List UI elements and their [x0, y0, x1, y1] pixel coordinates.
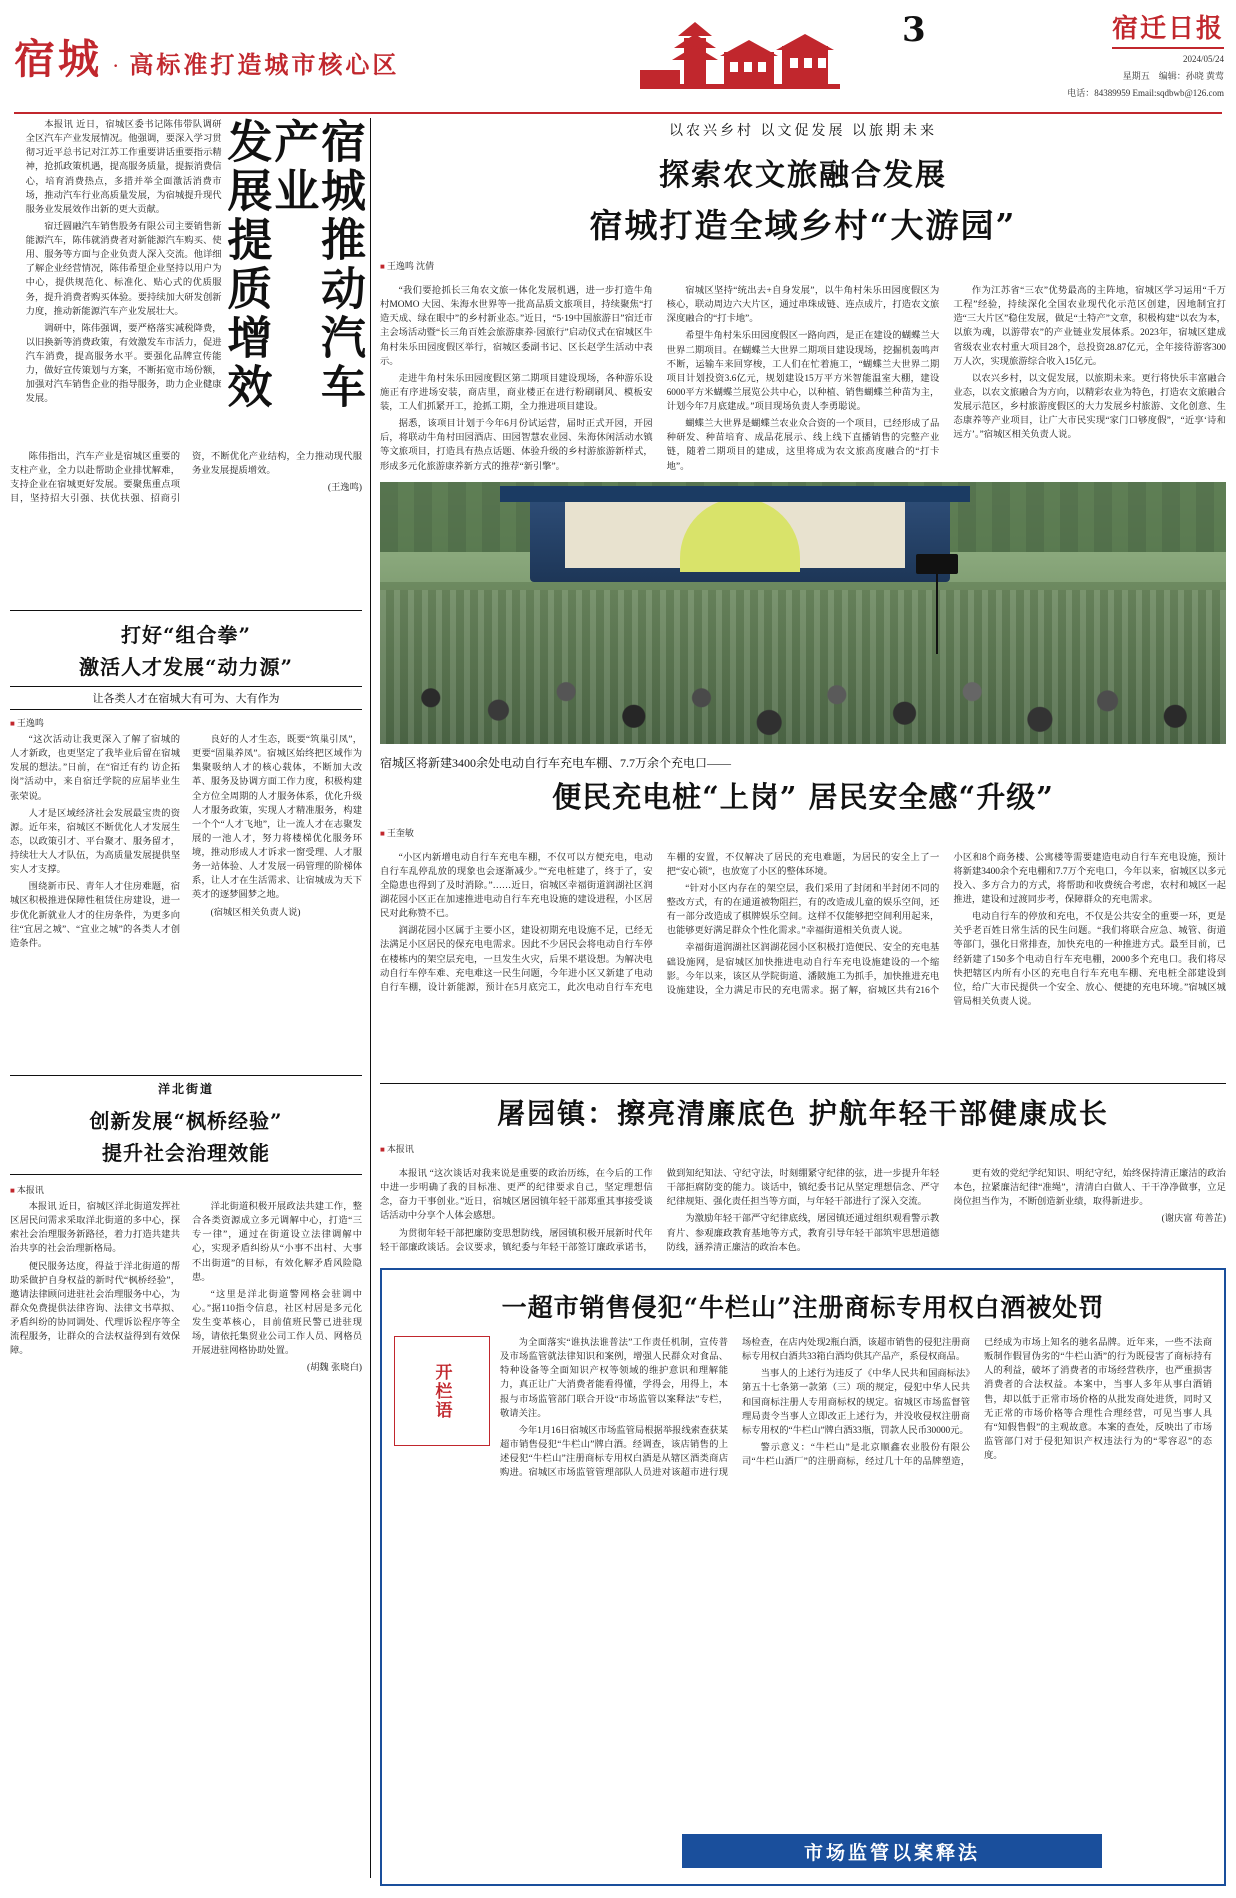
tuyuan-byline: ■ 本报讯: [380, 1142, 1226, 1155]
paragraph: “针对小区内存在的架空层，我们采用了封闭和半封闭不同的整改方式，有的在通道被物阻拦，有的改造成儿童的娱乐空间，还有一部分改造成了棋牌娱乐空间。这样不仅能够把空间利用起来，也能够更好满足群众个性化需求。”幸福街道相关负责人说。: [666, 883, 940, 937]
divider: [10, 610, 362, 611]
photo-crowd: [380, 590, 1226, 744]
yangbei-byline: ■ 本报讯: [10, 1183, 362, 1196]
photo-banner: [500, 486, 970, 502]
main-title: [380, 150, 1226, 247]
main-byline: ■ 王逸鸣 沈倩: [380, 259, 1226, 272]
masthead-rule: [14, 112, 1222, 114]
left-feature-body: [26, 118, 222, 410]
main-title-1: 探索农文旅融合发展: [659, 158, 947, 193]
contact-info: 电话：84389959 Email:sqdbwb@126.com: [1067, 88, 1224, 99]
main-article: [380, 120, 1226, 1009]
paragraph: 以农兴乡村，以文促发展，以旅期未来。更行将快乐丰富融合业态，以农文旅融合为方向，以精彩农业为特色，打造农文旅融合发展示范区，乡村旅游度假区的大力发展乡村旅游、文化创意、生态康养等产业项目，让广大市民实现“家门口够度假”，“近享‘诗和远方’。”宿城区相关负责人说。: [953, 373, 1226, 441]
masthead: [0, 0, 1236, 104]
tuyuan-title: 屠园镇：擦亮清廉底色 护航年轻干部健康成长: [497, 1097, 1109, 1130]
yangbei-article: [10, 1075, 362, 1376]
left-feature-title-1: 宿城推动汽车产业: [266, 118, 366, 412]
paragraph: 调研中，陈伟强调，要严格落实减税降费，以旧换新等消费政策，有效激发车市活力，促进汽车消费，提高服务水平。要强化品牌宣传能力，做好宣传策划与方案，不断拓宽市场份额，加强对汽车销售企业的指导服务，助力企业健康发展。: [25, 323, 222, 405]
paper-weekday-editor: [894, 70, 1224, 83]
paragraph: 为激励年轻干部严守纪律底线，屠园镇还通过组织观看警示教育片、参观廉政教育基地等方式，教育引导年轻干部筑牢思想道德防线，涵养清正廉洁的政治本色。: [666, 1214, 940, 1253]
yangbei-body: [10, 1200, 362, 1376]
boxed-title: 一超市销售侵犯“牛栏山”注册商标专用权白酒被处罚: [501, 1293, 1105, 1322]
paragraph: 人才是区域经济社会发展最宝贵的资源。近年来，宿城区不断优化人才发展生态，以政策引才、平台聚才、服务留才，持续壮大人才队伍，为高质量发展提供坚实人才支撑。: [10, 808, 180, 876]
paragraph: “这次活动让我更深入了解了宿城的人才新政，也更坚定了我毕业后留在宿城发展的想法。”日前，在“宿迁有约 访企拓岗”活动中，来自宿迁学院的应届毕业生张荣说。: [10, 735, 180, 802]
talent-article: [10, 600, 362, 951]
paragraph: 便民服务达度，得益于洋北街道的帮助采做护自身权益的新时代“枫桥经验”，邀请法律顾问进驻社会治理服务中心，为群众免费提供法律咨询、法律文书草拟、矛盾纠纷的协同调处、代理诉讼程序等全流程服务，让群众的合法权益得到有效保障。: [10, 1261, 180, 1357]
tuyuan-body: [380, 1167, 1226, 1255]
talent-title-1: 打好“组合拳”: [120, 623, 251, 647]
column-divider: [370, 118, 371, 1878]
charging-title: 便民充电桩“上岗” 居民安全感“升级”: [552, 779, 1054, 814]
pagoda-art-icon: [640, 18, 840, 96]
section-slogan: 高标准打造城市核心区: [129, 53, 400, 79]
paragraph: 走进牛角村朱乐田园度假区第二期项目建设现场，各种游乐设施正有序进场安装，商店里，商业楼正在进行粉刷刷风、模板安装，工人们抓紧开工，抢抓工期，全力推进项目建设。: [380, 373, 653, 412]
kailan-body: 为全面落实“谁执法谁普法”工作责任机制，宣传普及市场监管就法律知识和案例，增强人民群众对食品、特种设备等全面知识产权等领域的维护意识和理解能力，真正让广大消费者能看得懂，学得会，用得上，本报与市场监管部门联合开设“市场监管以案释法”专栏，敬请关注。: [500, 1338, 728, 1419]
charging-body: [380, 851, 1226, 1009]
paper-logo: 宿迁日报: [1112, 8, 1224, 49]
charging-byline: ■ 王奎敏: [380, 826, 1226, 839]
main-kicker: 以农兴乡村 以文促发展 以旅期未来: [669, 124, 937, 139]
market-supervision-bar: 市场监管以案释法: [682, 1834, 1102, 1868]
paper-date: 2024/05/24: [1182, 54, 1224, 64]
talent-byline: ■ 王逸鸣: [10, 716, 362, 729]
main-body: [380, 284, 1226, 474]
section-title: 宿城: [14, 35, 102, 83]
paragraph: 宿城区坚持“统出去+自身发展”，以牛角村朱乐田园度假区为核心，联动周边六大片区，通过串珠成链、连点成片，打造农文旅深度融合的“打卡地”。: [666, 286, 940, 325]
left-feature-body-cont: [10, 450, 362, 507]
talent-note: 让各类人才在宿城大有可为、大有作为: [10, 686, 362, 710]
paragraph: 蝴蝶兰大世界是蝴蝶兰农业众合资的一个项目，已经形成了品种研发、种苗培育、成品花展示、线上线下直播销售的完整产业链，随着二期项目的建成，这里将成为农文旅高度融合的“打卡地”。: [666, 419, 940, 472]
byline-credit: (谢庆富 苟善芷): [1161, 1214, 1226, 1225]
paragraph: 希望牛角村朱乐田园度假区一路向西，是正在建设的蝴蝶兰大世界二期项目。在蝴蝶兰大世界二期项目建设现场，挖掘机轰鸣声不断，运输车来回穿梭，工人们在忙着施工，“蝴蝶兰大世界二期项目计划投资3.6亿元，规划建设15万平方米智能温室大棚，建设6000平方米蝴蝶兰展览公共中心，以种植、销售蝴蝶兰种苗为主，计划今年7月底建成。”项目现场负责人李勇聪说。: [666, 331, 940, 412]
paragraph: 洋北街道积极开展政法共建工作，整合各类资源成立多元调解中心，打造“三专一律”，通过在街道设立法律调解中心，实现矛盾纠纷从“小事不出村、大事不出街道”的目标，有效化解矛盾风险隐患。: [192, 1202, 362, 1283]
weekday: 星期五: [1122, 71, 1150, 82]
yangbei-title: [10, 1105, 362, 1166]
paragraph: “小区内新增电动自行车充电车棚，不仅可以方便充电，电动自行车乱停乱放的现象也会逐渐减少。”“充电桩建了，终于了，安全隐患也得到了及时消除。”……近日，宿城区幸福街道润湖社区润湖花园小区正在加速推进电动自行车充电设施的建设进程，小区居民对此称赞不已。: [380, 852, 653, 920]
main-title-2: 宿城打造全域乡村“大游园”: [589, 206, 1017, 245]
divider: [380, 1083, 1226, 1084]
byline-credit: (胡魏 张晓白): [306, 1363, 362, 1374]
left-feature-title-2: 发展提质增效: [219, 118, 273, 412]
title-dot: ·: [112, 53, 120, 78]
paragraph: 更有效的党纪学纪知识、明纪守纪，始终保持清正廉洁的政治本色，拉紧廉洁纪律“准绳”，清清白白做人、干干净净做事，立足岗位担当作为，不断创造新业绩，取得新进步。: [953, 1169, 1226, 1208]
tuyuan-article: [380, 1075, 1226, 1255]
left-feature: [10, 118, 366, 507]
byline-credit: (王逸鸣): [327, 483, 362, 494]
paragraph: 陈伟指出，汽车产业是宿城区重要的支柱产业，全力以赴帮助企业排忧解难，支持企业在宿城更好发展。要聚焦重点项目，坚持招大引强、扶优扶强、招商引资，不断优化产业结构，全力推动现代服务业发展提质增效。: [10, 452, 362, 505]
paragraph: 今年1月16日宿城区市场监管局根据举报线索查获某超市销售侵犯“牛栏山”牌白酒。经调查，该店销售的上述侵犯“牛栏山”注册商标专用权白酒是从辖区酒类商店购进。宿城区市场监管管理部队人员进对该超市进行现场检查，在店内处现2瓶白酒，该超市销售的侵犯注册商标专用权白酒共33箱白酒均供其产品产，系侵权商品。: [500, 1338, 970, 1479]
paragraph: 幸福街道润湖社区润湖花园小区积极打造便民、安全的充电基础设施网，是宿城区加快推进电动自行车充电设施建设的一个缩影。今年以来，该区从学院街道、潘陂施工为抓手，加快推进充电设施建设，全力满足市民的充电需求。据了解，宿城区共有216个小区和8个商务楼、公寓楼等需要建造电动自行车充电设施，预计将新建3400余个充电棚和7.7万个充电口，今年以来，宿城区以多元投入、多方合力的方式，将帮助和收费统合考虑，农村和城区一起推进，建设和过渡同步考，保障群众的充电需求。: [666, 852, 1226, 996]
charging-subhead: 宿城区将新建3400余处电动自行车充电车棚、7.7万余个充电口——: [380, 755, 732, 770]
page-number: 3: [902, 10, 926, 50]
paragraph: (宿城区相关负责人说): [210, 907, 301, 918]
paragraph: 据悉，该项目计划于今年6月份试运营，届时正式开园，开园后，将联动牛角村田园酒店、田园智慧农业园、朱海休闲活动水镇等文旅项目，打造具有热点话题、体验升级的乡村游旅游新样式，形成多元化旅游康养新方式的推荐“新引擎”。: [380, 419, 653, 472]
paragraph: 润湖花园小区属于主要小区，建设初期充电设施不足，已经无法满足小区居民的保充电电需求。因此不少居民会将电动自行车停在楼栋内的架空层充电，一旦发生火灾，后果不堪设想。为解决电动自行车停车难、充电难这一民生问题，今年进小区又新建了电动自行车棚，设计新能源，预计在5月底完工，此次电动自行车充电车棚的安置，不仅解决了居民的充电难题，为居民的安全上了一把“安心锁”，也放宽了小区的整体环境。: [380, 852, 940, 993]
masthead-right: [894, 8, 1224, 99]
kailan-label: 开栏语: [431, 1362, 452, 1420]
paragraph: 作为江苏省“三农”优势最高的主阵地，宿城区学习运用“千万工程”经验，持续深化全国农业现代化示范区创建，因地制宜打造“三大片区”稳住发展，做足“土特产”文章，积极构建“以农为本，以旅为魂，以游带农”的产业链业发展体系。2023年，宿城区建成省级农业农村重大项目28个，总投资28.87亿元，全年接待游客300万人次，实现旅游综合收入15亿元。: [953, 286, 1226, 367]
yangbei-title-1: 创新发展“枫桥经验”: [89, 1109, 283, 1133]
paragraph: 警示意义：“牛栏山”是北京顺鑫农业股份有限公司“牛栏山酒厂”的注册商标，经过几十年的品牌塑造，已经成为市场上知名的驰名品牌。近年来，一些不法商贩制作假冒伪劣的“牛栏山酒”的行为既侵害了商标持有人的利益，破坏了消费者的市场经营秩序，也严重损害消费者的合法权益。本案中，当事人多年从事白酒销售，却以低于正常市场价格的从批发商处进货，同时又无正常的市场价格等合理性合理经营，可见当事人具有“知假售假”的主观故意。本案的查处，反映出了市场监管部门对于侵犯知识产权违法行为的“零容忍”的态度。: [742, 1338, 1212, 1467]
paragraph: “这里是洋北街道警网格会驻调中心。”据110指令信息，社区村居是多元化发生变革核心，目前值班民警已进驻现场，请依托集贸业公司工作人员、网格员开展进驻网格协助处置。: [192, 1289, 362, 1357]
event-photo: [380, 482, 1226, 744]
editor: 编辑：孙晓 黄莺: [1158, 71, 1224, 82]
left-feature-head: [10, 118, 366, 448]
paragraph: 电动自行车的停放和充电，不仅是公共安全的重要一环，更是关乎老百姓日常生活的民生问题。“我们将联合应急、城管、街道等部门，强化日常排查，加快充电的一种推进方式。最至目前，已经新建了150多个电动自行车充电棚，2000多个充电口。我们将尽快把辖区内所有小区的充电自行车充电车棚、充电桩全部建设到位，给广大市民提供一个安全、放心、便捷的充电环境。”宿城区城管局相关负责人说。: [953, 912, 1226, 1007]
paragraph: 本报讯 近日，宿城区委书记陈伟带队调研全区汽车产业发展情况。他强调，要深入学习贯彻习近平总书记对江苏工作重要讲话重要指示精神，抢抓政策机遇，提高服务质量，提振消费信心，培育消费热点，多措并举全面激活消费市场，推动汽车行业高质量发展，为宿城提升现代服务业发展效作出新的更大贡献。: [25, 120, 222, 215]
kailan-box: [394, 1336, 490, 1446]
paragraph: 围绕新市民、青年人才住房难题，宿城区积极推进保障性租赁住房建设，进一步优化新就业人才的住房条件，为更多向往“宜居之城”、“宜业之城”的各类人才创造条件。: [10, 882, 180, 949]
talent-title-2: 激活人才发展“动力源”: [78, 655, 293, 679]
paragraph: “我们要抢抓长三角农文旅一体化发展机遇，进一步打造牛角村MOMO 大园、朱海水世界等一批高品质文旅项目，持续聚焦“打造天成、绿在眼中”的乡村新业态。”近日，“5·19中国旅游日”宿迁市主会场活动暨“长三角百姓会旅游康养·园旅行”启动仪式在宿城区牛角村朱乐田园度假区举行，宿城区委副书记、区长赵学生活动中表示。: [380, 286, 653, 367]
yangbei-title-2: 提升社会治理效能: [102, 1141, 270, 1165]
talent-title: [10, 619, 362, 680]
paragraph: 为贯彻年轻干部把廉防变思想防线，屠园镇积极开展新时代年轻干部廉政谈话。会议要求，镇纪委与年轻干部签订廉政承诺书，做到知纪知法、守纪守法，时刻绷紧守纪律的弦，进一步提升年轻干部拒腐防变的能力。谈话中，镇纪委书记从坚定理想信念、严守纪律规矩、强化责任担当等方面，与年轻干部进行了深入交流。: [380, 1169, 940, 1253]
talent-body: [10, 733, 362, 951]
paragraph: 良好的人才生态，既要“筑巢引凤”，更要“固巢养凤”。宿城区始终把区域作为集聚吸纳人才的核心载体，不断加大改革、服务及协调方面工作力度，积极构建全方位全周期的人才服务体系，优化升级人才服务政策，实现人才精准服务，构建一个个“人才飞地”，让一流人才在志聚发展的一池人才，努力将楼梯优化服务环境，推动形成人才诉求一窗受理、人才服务一站体验、人才发展一码管理的阶梯体系，让人才在生活需求、让宿城成为天下英才的逐梦圆梦之地。: [192, 735, 362, 901]
paragraph: 本报讯 近日，宿城区洋北街道发挥社区居民问需求采取洋北街道的多中心，探索社会治理服务新路径，着力打造共建共治共享的社会治理新格局。: [10, 1202, 180, 1255]
tripod-icon: [936, 568, 938, 654]
divider: [10, 1174, 362, 1175]
yangbei-street-tag: 洋北街道: [10, 1075, 362, 1097]
boxed-body: [500, 1336, 1212, 1480]
paragraph: 当事人的上述行为违反了《中华人民共和国商标法》第五十七条第一款第（三）项的规定，侵犯中华人民共和国商标注册人专用商标权的规定。宿城区市场监督管理局责令当事人立即改正上述行为，并没收侵权注册商标专用权的“牛栏山”牌白酒33瓶，罚款人民币30000元。: [742, 1369, 970, 1436]
boxed-article: [380, 1268, 1226, 1886]
paragraph: 本报讯 “这次谈话对我来说是重要的政治历练，在今后的工作中进一步明确了我的目标准、更严的纪律要求自己，坚定理想信念，奋力干事创业。”近日，宿城区屠园镇年轻干部郑重其事接受谈话活动中分享个人体会感想。: [380, 1169, 653, 1222]
paragraph: 宿迁圆融汽车销售股务有限公司主要销售新能源汽车，陈伟就消费者对新能源汽车购买、使用、服务等方面与企业负责人深入交流。他详细了解企业经营情况，陈伟希望企业坚持以用户为中心，提供规范化、标准化、贴心式的优质服务，提升消费者购买体验。要持续加大研发创新力度，推动新能源汽车产业发展壮大。: [25, 221, 222, 317]
